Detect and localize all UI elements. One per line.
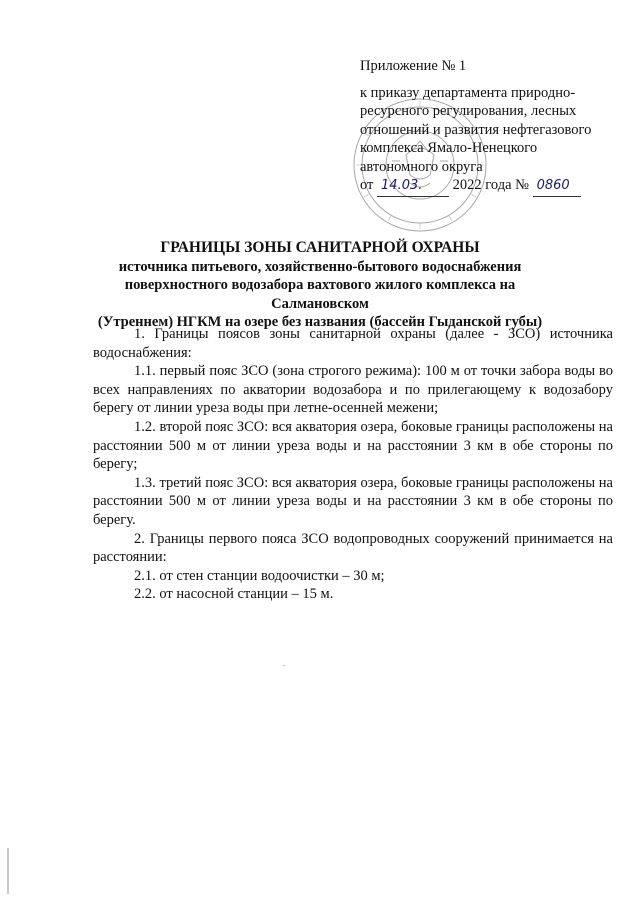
appendix-number: Приложение № 1 — [360, 58, 467, 74]
paragraph: 2.1. от стен станции водоочистки – 30 м; — [134, 567, 385, 584]
title-line: поверхностного водозабора вахтового жилого комплекса на Салмановском — [124, 277, 516, 312]
scan-speck — [283, 665, 285, 666]
paragraph: 1.1. первый пояс ЗСО (зона строгого режима): 100 м от точки забора воды во всех направлениях по акватории водозабора и по прилегающему к водозабору берегу от линии уреза воды при летне-осенней межени; — [93, 363, 613, 417]
title-line: источника питьевого, хозяйственно-бытового водоснабжения — [118, 258, 522, 275]
document-body — [93, 325, 613, 604]
handwritten-order-number: 0860 — [533, 177, 581, 197]
appendix-line: ресурсного регулирования, лесных — [360, 103, 577, 119]
handwritten-date: 14.03. — [377, 177, 449, 197]
paragraph: 1.3. третий пояс ЗСО: вся акватория озера, боковые границы расположены на расстоянии 500 м от линии уреза воды и на расстоянии 3 км в обе стороны по берегу. — [93, 474, 613, 528]
appendix-line: к приказу департамента природно- — [360, 84, 576, 101]
document-title — [80, 239, 560, 332]
year-text: 2022 года № — [452, 177, 529, 193]
appendix-line: отношений и развития нефтегазового — [360, 121, 592, 138]
appendix-header — [360, 57, 610, 197]
title-line: ГРАНИЦЫ ЗОНЫ САНИТАРНОЙ ОХРАНЫ — [160, 239, 480, 256]
order-date-line — [360, 176, 610, 197]
title-line: (Утреннем) НГКМ на озере без названия (бассейн Гыданской губы) — [97, 314, 543, 330]
paragraph: 1.2. второй пояс ЗСО: вся акватория озера, боковые границы расположены на расстоянии 500 м от линии уреза воды и на расстоянии 3 км в обе стороны по берегу; — [93, 418, 613, 473]
date-prefix: от — [360, 177, 374, 193]
paragraph: 2. Границы первого пояса ЗСО водопроводных сооружений принимается на расстоянии: — [93, 530, 613, 566]
paragraph: 2.2. от насосной станции – 15 м. — [134, 586, 334, 603]
appendix-line: автономного округа — [360, 158, 483, 175]
scan-margin-mark — [7, 848, 9, 894]
paragraph: 1. Границы поясов зоны санитарной охраны (далее - ЗСО) источника водоснабжения: — [93, 326, 613, 361]
appendix-line: комплекса Ямало-Ненецкого — [360, 140, 538, 156]
